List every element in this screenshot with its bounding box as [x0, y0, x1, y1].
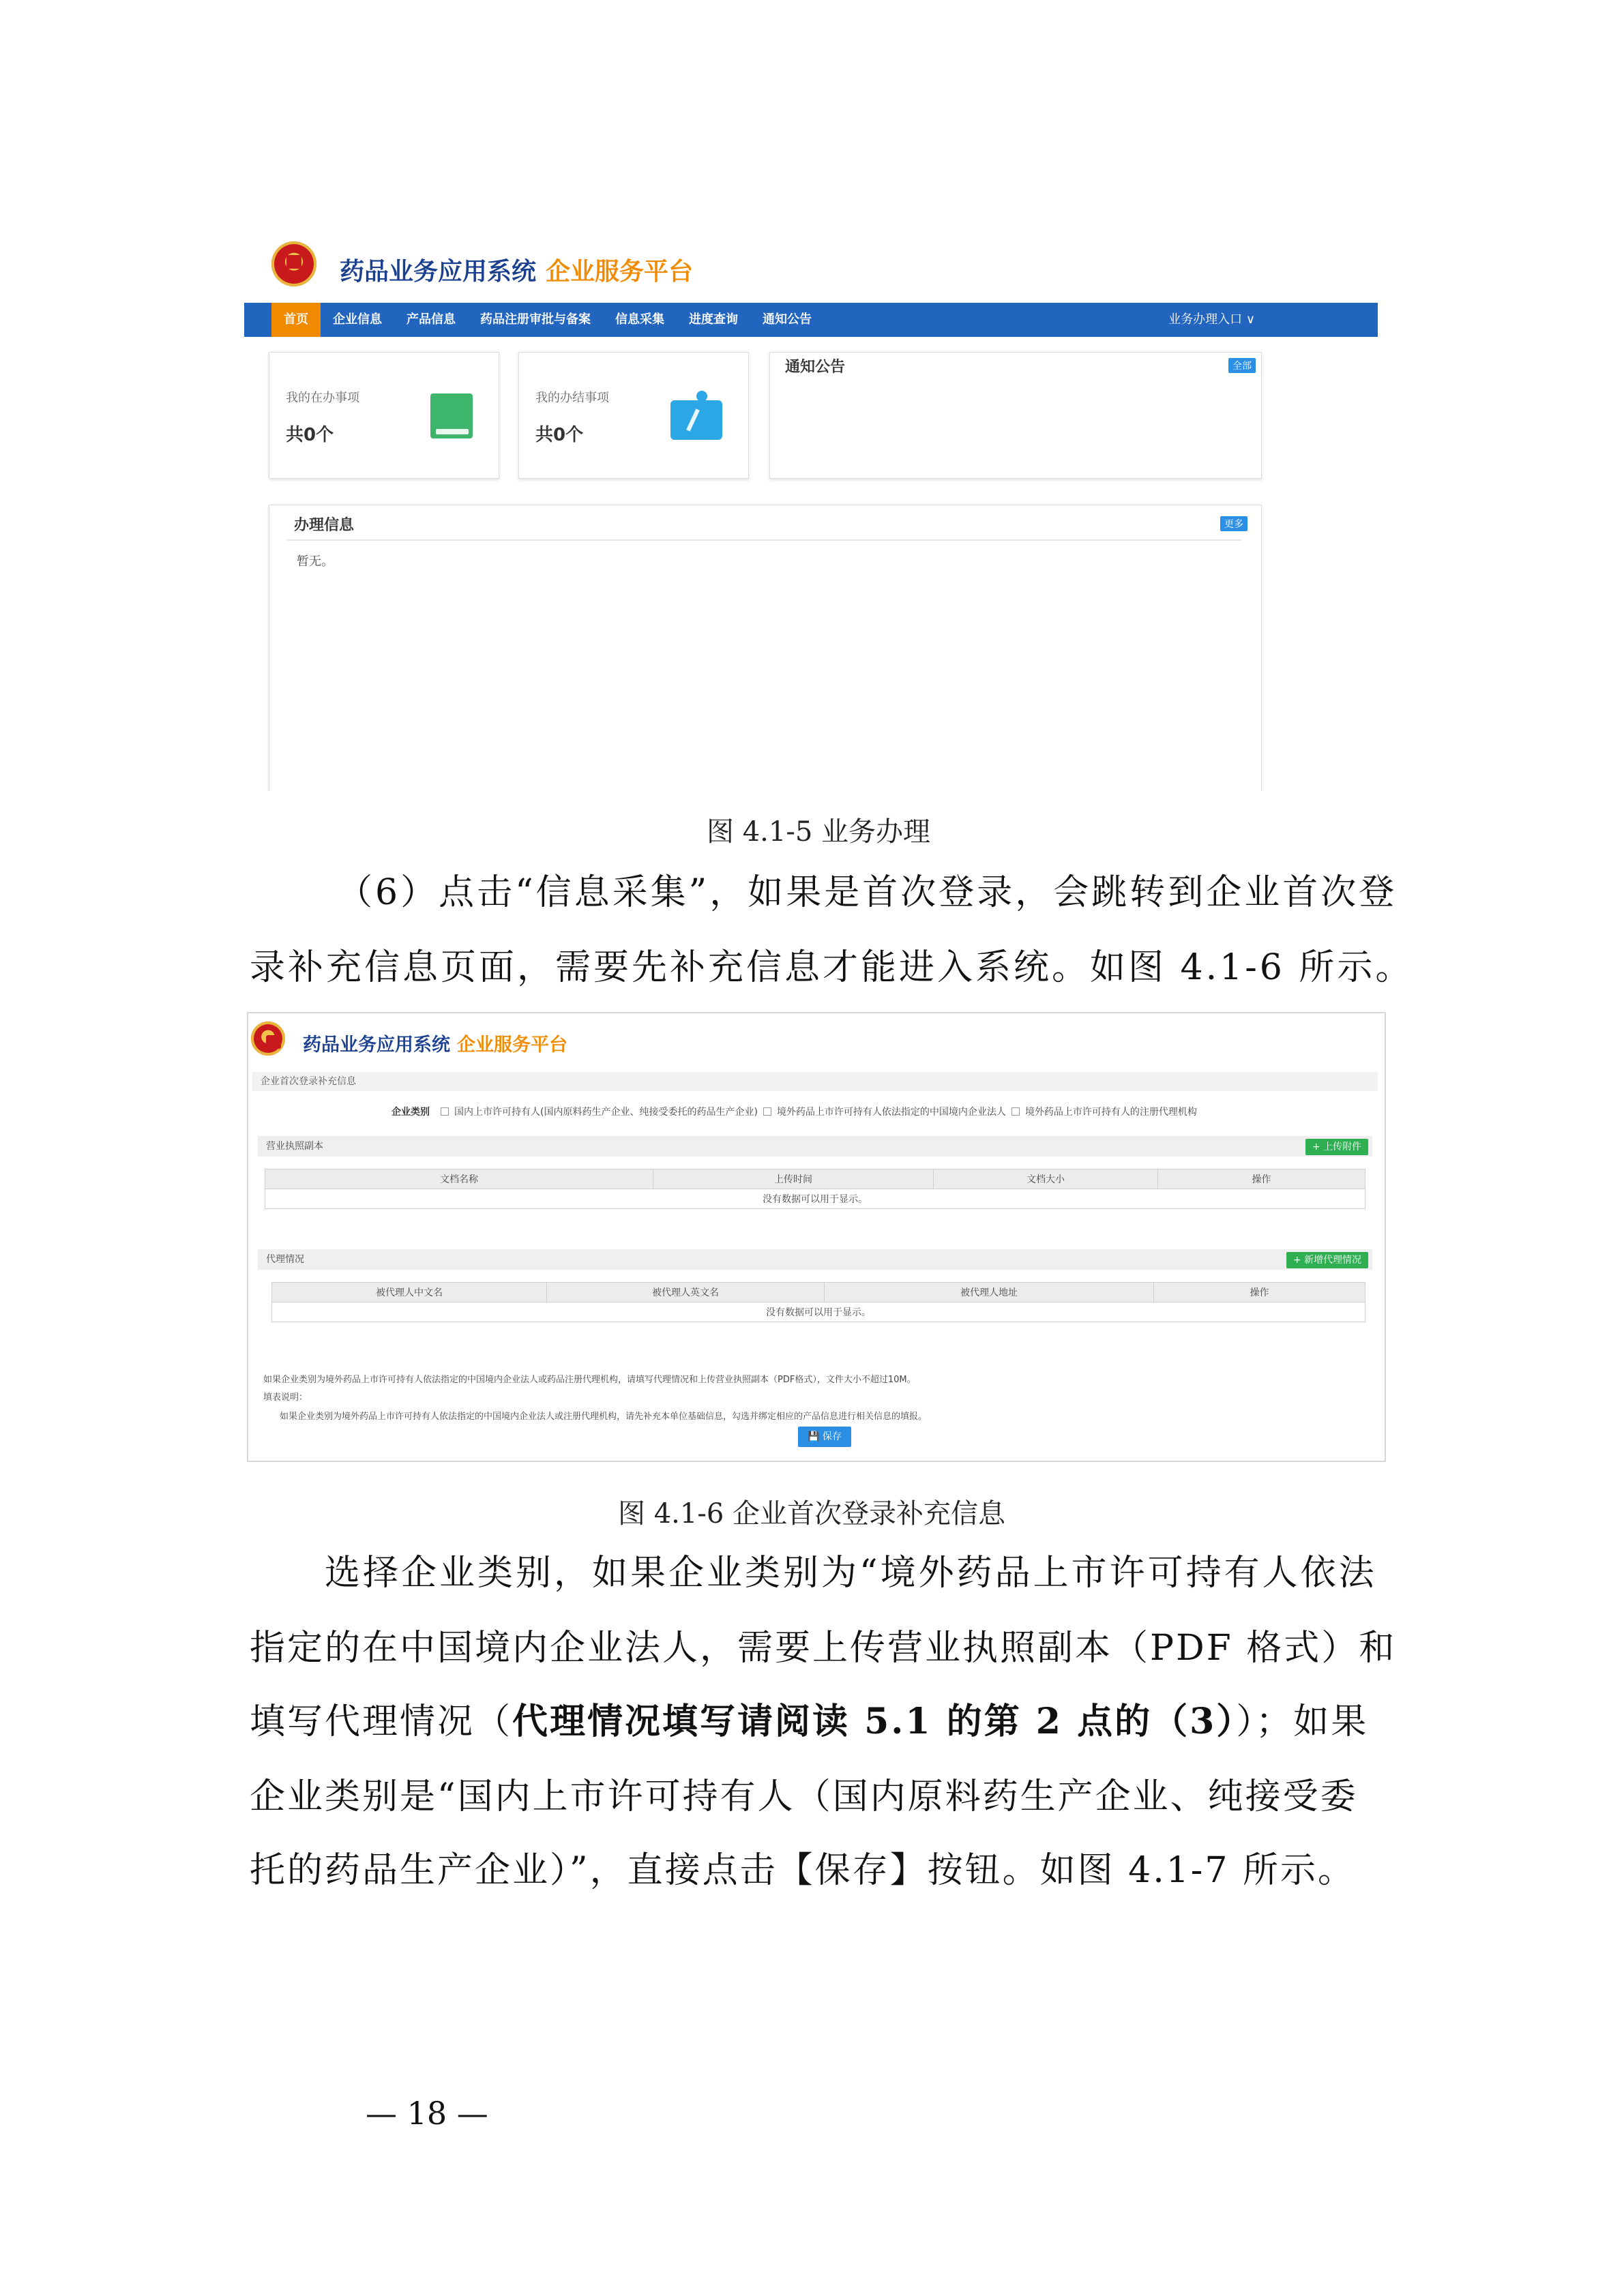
- system-name: 药品业务应用系统: [303, 1034, 450, 1056]
- figure-business-handling: [244, 232, 1378, 791]
- license-section-title: 营业执照副本: [266, 1141, 323, 1152]
- col-doc-size: 文档大小: [934, 1169, 1158, 1189]
- agent-empty-text: 没有数据可以用于显示。: [272, 1302, 1365, 1322]
- note-instructions-text: 如果企业类别为境外药品上市许可持有人依法指定的中国境内企业法人或注册代理机构，请先补充本单位基础信息，勾选并绑定相应的产品信息进行相关信息的填报。: [280, 1412, 928, 1422]
- nav-info-collection[interactable]: 信息采集: [615, 312, 664, 327]
- paragraph1-line2: 录补充信息页面，需要先补充信息才能进入系统。如图 4.1-6 所示。: [250, 947, 1414, 988]
- table-row: [265, 1189, 1365, 1209]
- national-emblem-logo: [251, 1022, 285, 1056]
- figure-first-login-supplement: [247, 1012, 1386, 1462]
- handling-empty-text: 暂无。: [297, 554, 334, 569]
- paragraph1-line1: （6）点击“信息采集”，如果是首次登录，会跳转到企业首次登: [337, 872, 1398, 913]
- pending-items-label: 我的在办事项: [286, 391, 359, 405]
- agent-section-header: [258, 1249, 1372, 1270]
- pending-items-card[interactable]: [269, 352, 499, 479]
- category-option-overseas-legal-person: 境外药品上市许可持有人依法指定的中国境内企业法人: [776, 1107, 1006, 1118]
- breadcrumb: 企业首次登录补充信息: [252, 1072, 1378, 1091]
- license-table-header: [265, 1169, 1365, 1189]
- col-doc-name: 文档名称: [265, 1169, 653, 1189]
- paragraph2-line2: 指定的在中国境内企业法人，需要上传营业执照副本（PDF 格式）和: [250, 1628, 1397, 1669]
- nav-product-info[interactable]: 产品信息: [407, 312, 456, 327]
- col-agent-en-name: 被代理人英文名: [547, 1283, 825, 1302]
- paragraph2-line4: 企业类别是“国内上市许可持有人（国内原料药生产企业、纯接受委: [250, 1776, 1358, 1817]
- save-icon: 💾: [808, 1431, 820, 1442]
- runner-icon: [670, 400, 722, 440]
- category-option-registration-agent: 境外药品上市许可持有人的注册代理机构: [1024, 1107, 1197, 1118]
- nav-registration[interactable]: 药品注册审批与备案: [480, 312, 591, 327]
- agent-table-header: [272, 1283, 1365, 1302]
- col-actions: 操作: [1154, 1283, 1365, 1302]
- license-empty-text: 没有数据可以用于显示。: [265, 1189, 1365, 1209]
- col-agent-cn-name: 被代理人中文名: [272, 1283, 547, 1302]
- book-icon: [430, 393, 473, 438]
- main-navbar: [244, 303, 1378, 337]
- nav-notices[interactable]: 通知公告: [763, 312, 812, 327]
- platform-name: 企业服务平台: [546, 258, 694, 286]
- paragraph2-bold-reference: 代理情况填写请阅读 5.1 的第 2 点的（3）: [512, 1701, 1237, 1742]
- app-title: [340, 252, 693, 287]
- figure-caption-1: 图 4.1-5 业务办理: [707, 816, 931, 848]
- platform-name: 企业服务平台: [457, 1034, 567, 1056]
- note-upload-requirement: 如果企业类别为境外药品上市许可持有人依法指定的中国境内企业法人或药品注册代理机构，请填写代理情况和上传营业执照副本（PDF格式），文件大小不超过10M。: [263, 1375, 916, 1385]
- company-category-row: [392, 1105, 1197, 1118]
- note-instructions-heading: 填表说明：: [263, 1392, 308, 1403]
- license-section-header: [258, 1136, 1372, 1157]
- panel-divider: [287, 539, 1242, 541]
- table-row: [272, 1302, 1365, 1322]
- page-number: — 18 —: [366, 2095, 488, 2132]
- pending-items-count: 共0个: [286, 425, 334, 445]
- save-button-label: 保存: [822, 1431, 842, 1442]
- category-label: 企业类别: [392, 1107, 430, 1118]
- completed-items-count: 共0个: [535, 425, 584, 445]
- nav-progress-query[interactable]: 进度查询: [689, 312, 738, 327]
- category-checkbox-registration-agent[interactable]: [1012, 1107, 1020, 1116]
- handling-more-button[interactable]: 更多: [1220, 516, 1247, 531]
- system-name: 药品业务应用系统: [340, 258, 537, 286]
- completed-items-label: 我的办结事项: [535, 391, 609, 405]
- nav-home[interactable]: 首页: [271, 303, 321, 337]
- notice-title: 通知公告: [785, 359, 846, 376]
- handling-info-panel: [269, 505, 1262, 791]
- col-agent-address: 被代理人地址: [825, 1283, 1154, 1302]
- paragraph2-line3-end: ）；如果: [1236, 1701, 1369, 1742]
- figure-caption-2: 图 4.1-6 企业首次登录补充信息: [618, 1498, 1006, 1530]
- notice-all-button[interactable]: 全部: [1228, 358, 1256, 373]
- agent-section-title: 代理情况: [266, 1254, 304, 1265]
- business-entry-dropdown[interactable]: 业务办理入口 ∨: [1168, 312, 1255, 327]
- agent-table: [271, 1282, 1365, 1322]
- notice-panel: [769, 352, 1262, 479]
- app-title: [303, 1030, 567, 1056]
- paragraph2-line3-start: 填写代理情况（: [250, 1701, 513, 1742]
- category-checkbox-domestic[interactable]: [441, 1107, 449, 1116]
- paragraph2-line1: 选择企业类别，如果企业类别为“境外药品上市许可持有人依法: [325, 1553, 1377, 1594]
- completed-items-card[interactable]: [518, 352, 749, 479]
- paragraph2-line5: 托的药品生产企业）”，直接点击【保存】按钮。如图 4.1-7 所示。: [250, 1850, 1355, 1891]
- col-upload-time: 上传时间: [653, 1169, 934, 1189]
- col-actions: 操作: [1158, 1169, 1365, 1189]
- category-checkbox-overseas-legal-person[interactable]: [763, 1107, 771, 1116]
- save-button[interactable]: [798, 1427, 851, 1447]
- paragraph2-line3: [250, 1693, 1368, 1744]
- nav-company-info[interactable]: 企业信息: [333, 312, 382, 327]
- add-agent-button[interactable]: + 新增代理情况: [1286, 1252, 1368, 1268]
- national-emblem-logo: [271, 241, 316, 286]
- handling-info-title: 办理信息: [294, 517, 355, 534]
- upload-attachment-button[interactable]: + 上传附件: [1305, 1139, 1368, 1155]
- category-option-domestic: 国内上市许可持有人(国内原料药生产企业、纯接受委托的药品生产企业): [454, 1107, 758, 1118]
- license-table: [265, 1169, 1365, 1209]
